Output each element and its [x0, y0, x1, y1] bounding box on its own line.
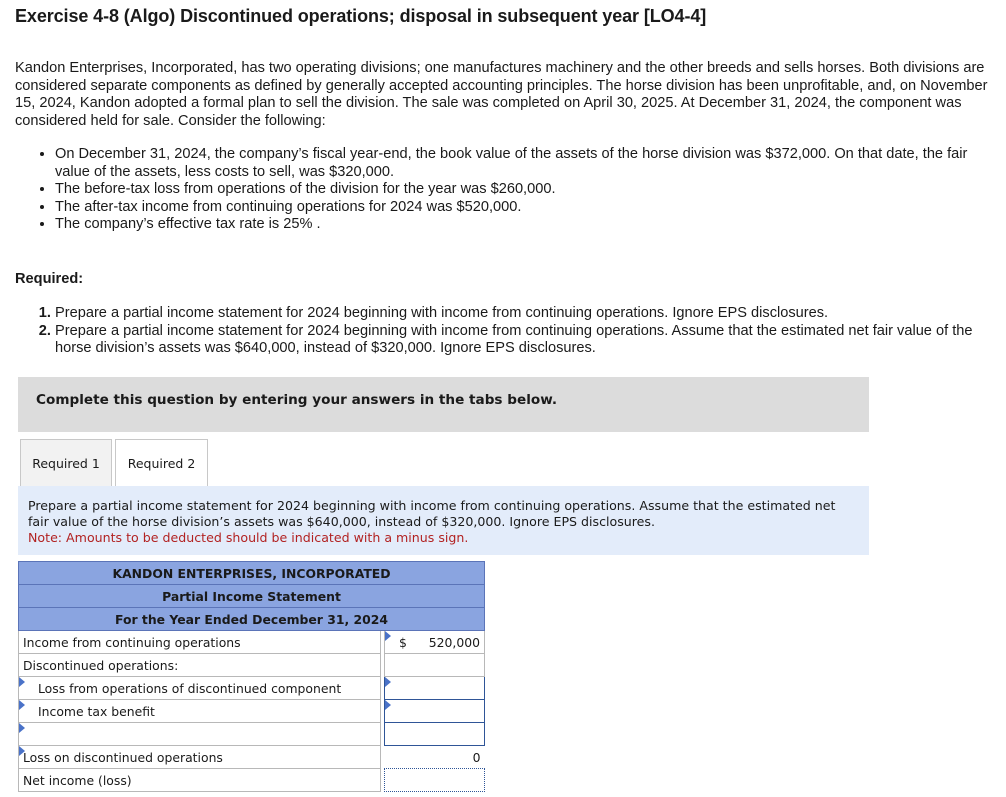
fact-item: • The after-tax income from continuing operations for 2024 was $520,000. [55, 199, 1005, 217]
amount-total [385, 769, 485, 792]
amount-value: 520,000 [428, 634, 480, 650]
fact-item: • The before-tax loss from operations of the division for the year was $260,000. [55, 181, 1005, 199]
tab-required-1[interactable]: Required 1 [20, 439, 112, 486]
table-row [19, 769, 485, 792]
table-row [19, 746, 485, 769]
row-label: Net income (loss) [19, 769, 381, 792]
dropdown-marker-icon [19, 746, 25, 756]
dropdown-marker-icon [19, 723, 25, 733]
statement-header-row [19, 562, 485, 585]
row-label-dropdown[interactable] [19, 677, 381, 700]
fact-item: • On December 31, 2024, the company’s fiscal year-end, the book value of the assets of the horse division was $372,000. On that date, the fair value of the assets, less costs to sell, was $320,000. [55, 146, 1005, 181]
amount-total: 0 [385, 746, 485, 769]
instruction-note: Note: Amounts to be deducted should be indicated with a minus sign. [28, 530, 469, 545]
amount-cell [385, 631, 485, 654]
table-row [19, 631, 485, 654]
row-label-dropdown[interactable] [19, 723, 381, 746]
row-label-dropdown[interactable] [19, 746, 381, 769]
statement-name: Partial Income Statement [19, 585, 485, 608]
complete-question-text: Complete this question by entering your answers in the tabs below. [36, 392, 558, 408]
row-label-text: Loss on discontinued operations [23, 749, 223, 765]
amount-input[interactable] [385, 700, 485, 723]
table-row [19, 677, 485, 700]
row-label-dropdown[interactable] [19, 700, 381, 723]
amount-input[interactable] [385, 723, 485, 746]
dropdown-marker-icon [385, 677, 391, 687]
instruction-panel [18, 486, 869, 555]
requirement-item: 2. Prepare a partial income statement for 2024 beginning with income from continuing operations. Assume that the estimated net fair value of the horse division’s assets was $640,000, instead of $320,000. Ignore EPS disclosures. [55, 323, 985, 358]
requirement-item: 1. Prepare a partial income statement for 2024 beginning with income from continuing operations. Ignore EPS disclosures. [55, 305, 985, 323]
company-name: KANDON ENTERPRISES, INCORPORATED [19, 562, 485, 585]
instruction-text: Prepare a partial income statement for 2024 beginning with income from continuing operations. Assume that the estimated net fair value of the horse division’s assets was $640,000, instead of $320,000. Ignore EPS disclosures. [28, 498, 836, 529]
tab-required-2[interactable]: Required 2 [115, 439, 208, 486]
fact-item: • The company’s effective tax rate is 25% . [55, 216, 1005, 234]
table-row [19, 723, 485, 746]
statement-header-row [19, 608, 485, 631]
table-row [19, 700, 485, 723]
problem-intro: Kandon Enterprises, Incorporated, has two operating divisions; one manufactures machinery and the other breeds and sells horses. Both divisions are considered separate components as defined by generally accepted accounting principles. The horse division has been unprofitable, and, on November 15, 2024, Kandon adopted a formal plan to sell the division. The sale was completed on April 30, 2025. At December 31, 2024, the component was considered held for sale. Consider the following: [15, 60, 988, 129]
dropdown-marker-icon [385, 700, 391, 710]
facts-list [37, 146, 1005, 234]
complete-question-banner [18, 377, 869, 432]
requirements-list [37, 305, 985, 358]
amount-cell [385, 654, 485, 677]
currency-symbol: $ [399, 635, 407, 650]
row-label: Discontinued operations: [19, 654, 381, 677]
income-statement-table [18, 561, 485, 792]
amount-input[interactable] [385, 677, 485, 700]
dropdown-marker-icon [19, 700, 25, 710]
dropdown-marker-icon [19, 677, 25, 687]
statement-header-row [19, 585, 485, 608]
required-heading: Required: [15, 271, 84, 287]
row-label-text: Loss from operations of discontinued component [38, 680, 342, 696]
statement-period: For the Year Ended December 31, 2024 [19, 608, 485, 631]
row-label-text: Income tax benefit [38, 703, 155, 719]
page-title: Exercise 4-8 (Algo) Discontinued operations; disposal in subsequent year [LO4-4] [15, 6, 707, 26]
row-label: Income from continuing operations [19, 631, 381, 654]
dropdown-marker-icon [385, 631, 391, 641]
table-row [19, 654, 485, 677]
